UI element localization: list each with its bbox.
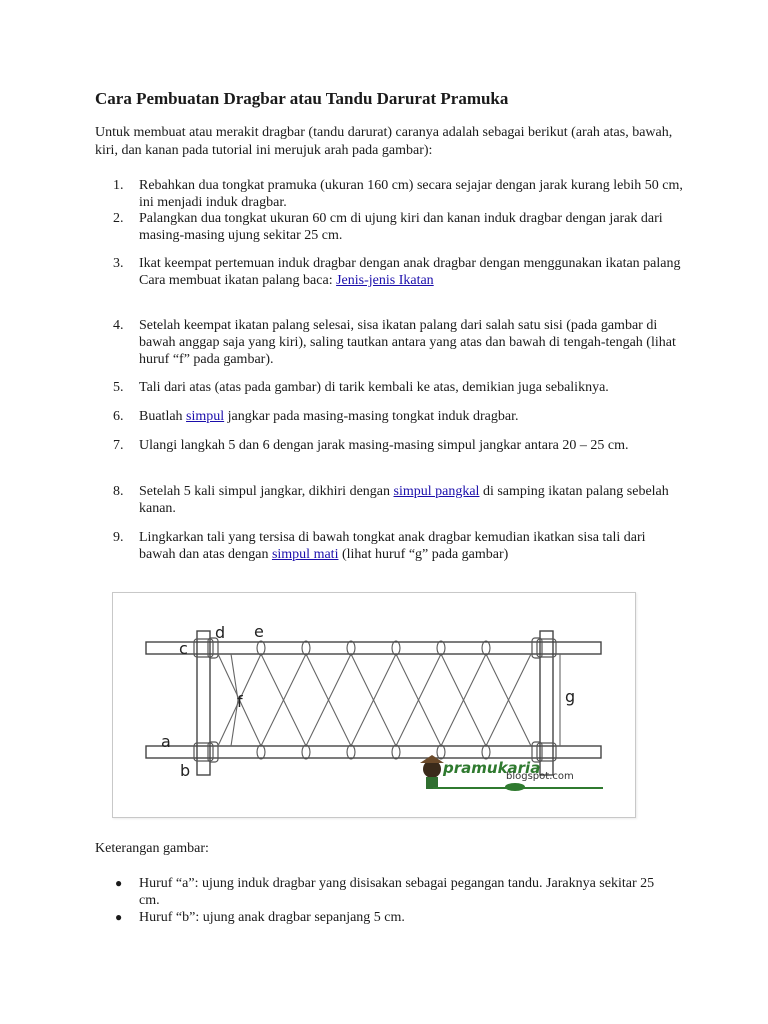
watermark-text: blogspot.com [506,771,574,782]
link-simpul-mati[interactable]: simpul mati [271,547,339,562]
intro-paragraph: Untuk membuat atau merakit dragbar (tandu darurat) caranya adalah sebagai berikut (arah atas, bawah, kiri, dan kanan pada tutorial ini merujuk arah pada gambar): [95,125,673,158]
label-f: f [237,692,243,711]
legend-text: Huruf “b”: ujung anak dragbar sepanjang 5 cm. [139,910,405,925]
step-number: 2. [113,211,124,226]
step-text: Ikat keempat pertemuan induk dragbar dengan anak dragbar dengan menggunakan ikatan palang [139,256,681,271]
step-text: di samping ikatan palang sebelah kanan. [139,484,669,516]
bullet-icon: ● [115,876,123,890]
bottom-pole [146,746,601,758]
label-d: d [215,623,226,642]
step-text: (lihat huruf “g” pada gambar) [338,547,509,562]
label-c: c [179,639,188,658]
step-text: Setelah 5 kali simpul jangkar, dikhiri dengan [139,484,394,499]
link-simpul[interactable]: simpul [186,409,225,424]
step-number: 8. [113,484,124,499]
step-number: 6. [113,409,124,424]
step-text: Tali dari atas (atas pada gambar) di tarik kembali ke atas, demikian juga sebaliknya. [139,380,609,395]
step-text: Ulangi langkah 5 dan 6 dengan jarak masing-masing simpul jangkar antara 20 – 25 cm. [139,438,629,453]
label-e: e [254,622,264,641]
figure-caption: Keterangan gambar: [95,841,209,856]
step-extra-prefix: Cara membuat ikatan palang baca: [139,273,337,288]
dragbar-figure [112,592,636,818]
step-text: Lingkarkan tali yang tersisa di bawah tongkat anak dragbar kemudian ikatkan sisa tali dari bawah dan atas dengan [139,530,646,562]
link-jenis-jenis-ikatan[interactable]: Jenis-jenis Ikatan [336,273,434,288]
step-text: Buatlah [139,409,187,424]
watermark-logo [420,755,603,791]
step-number: 7. [113,438,124,453]
label-a: a [161,732,171,751]
step-text: jangkar pada masing-masing tongkat induk dragbar. [224,409,519,424]
page-title: Cara Pembuatan Dragbar atau Tandu Darurat Pramuka [95,89,509,108]
step-text: Rebahkan dua tongkat pramuka (ukuran 160 cm) secara sejajar dengan jarak kurang lebih 50 cm, ini menjadi induk dragbar. [139,178,683,210]
step-text: Setelah keempat ikatan palang selesai, sisa ikatan palang dari salah satu sisi (pada gambar di bawah anggap saja yang kiri), saling tautkan antara yang atas dan bawah di tengah-tengah (lihat huruf “f” pada gambar). [139,318,676,367]
step-text: Palangkan dua tongkat ukuran 60 cm di ujung kiri dan kanan induk dragbar dengan jarak dari masing-masing ujung sekitar 25 cm. [139,211,663,243]
step-number: 5. [113,380,124,395]
dragbar-diagram [113,593,635,817]
bullet-icon: ● [115,910,123,924]
legend-text: Huruf “a”: ujung induk dragbar yang disisakan sebagai pegangan tandu. Jaraknya sekitar 25 cm. [139,876,655,908]
link-simpul-pangkal[interactable]: simpul pangkal [393,484,480,499]
rope-net [218,654,531,746]
watermark-brand: pramukaria [443,759,541,777]
label-g: g [565,687,576,706]
step-number: 9. [113,530,124,545]
top-pole [146,642,601,654]
step-number: 1. [113,178,124,193]
step-number: 4. [113,318,124,333]
step-number: 3. [113,256,124,271]
label-b: b [180,761,191,780]
